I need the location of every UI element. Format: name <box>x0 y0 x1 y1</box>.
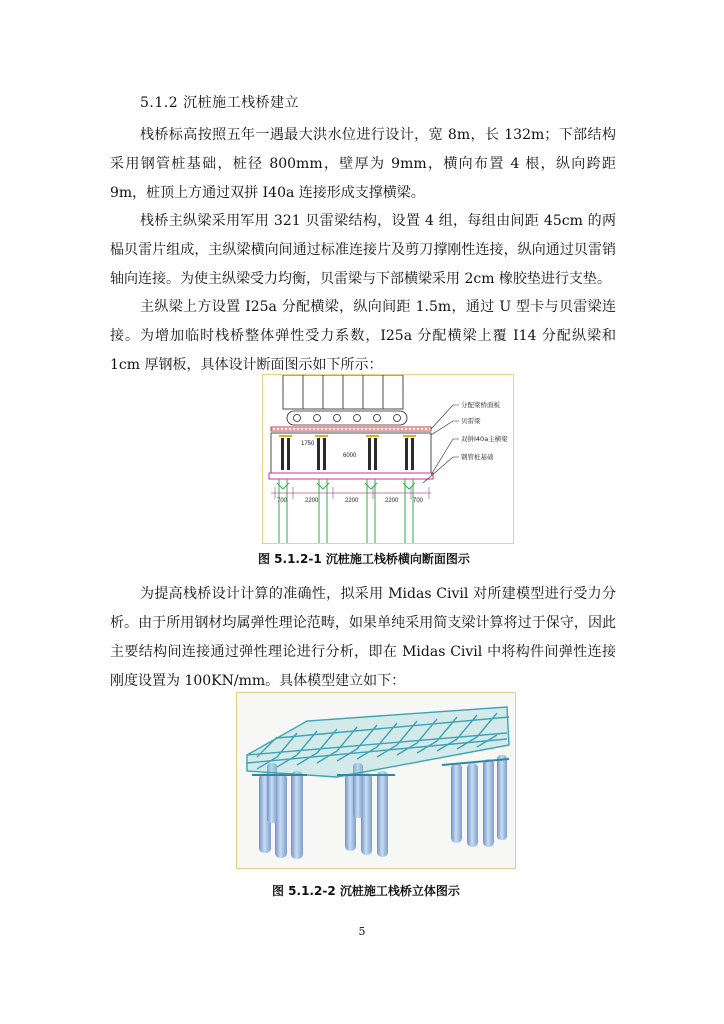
dim-bottom-5: 700 <box>413 498 424 504</box>
dim-top-1: 1750 <box>301 441 315 447</box>
main-cross-beam <box>269 473 433 479</box>
steel-piles <box>277 479 415 543</box>
legend-main-beam: 双拼I40a主横梁 <box>461 435 508 443</box>
paragraph-1: 栈桥标高按照五年一遇最大洪水位进行设计，宽 8m，长 132m；下部结构采用钢管桩基础，桩径 800mm，壁厚为 9mm，横向布置 4 根，纵向跨距 9m，桩顶上方通过双拼 I40a 连接形成支撑横梁。 <box>110 127 616 201</box>
dim-bottom-1: 700 <box>277 498 288 504</box>
dim-bottom-4: 2200 <box>385 498 399 504</box>
leader-lines <box>423 405 459 483</box>
cross-section-figure <box>262 374 514 544</box>
dim-bottom-3: 2200 <box>345 498 359 504</box>
paragraph-4: 为提高栈桥设计计算的准确性，拟采用 Midas Civil 对所建模型进行受力分析。由于所用钢材均属弹性理论范畴，如果单纯采用简支梁计算将过于保守，因此主要结构间连接通过弹性理论进行分析，即在 Midas Civil 中将构件间弹性连接刚度设置为 100KN/mm。具体模型建立如下： <box>110 586 616 689</box>
page-number: 5 <box>358 925 366 938</box>
paragraph-3: 主纵梁上方设置 I25a 分配横梁，纵向间距 1.5m，通过 U 型卡与贝雷梁连接。为增加临时栈桥整体弹性受力系数，I25a 分配横梁上覆 I14 分配纵梁和 1cm 厚钢板，具体设计断面图示如下所示： <box>110 299 616 373</box>
figure2-caption: 图 5.1.2-2 沉桩施工栈桥立体图示 <box>272 884 460 898</box>
section-heading: 5.1.2 沉桩施工栈桥建立 <box>140 95 300 111</box>
dim-bottom-2: 2200 <box>305 498 319 504</box>
cross-section-drawing <box>263 375 513 543</box>
figure1-caption: 图 5.1.2-1 沉桩施工栈桥横向断面图示 <box>258 552 470 566</box>
legend-pile: 钢管桩基础 <box>461 453 494 461</box>
deck-plate <box>271 427 431 431</box>
legend-bailey: 贝雷梁 <box>461 417 481 425</box>
bailey-beam-caps <box>279 435 416 437</box>
bridge-3d-figure <box>236 692 516 869</box>
bridge-3d-render <box>237 693 515 868</box>
paragraph-2: 栈桥主纵梁采用军用 321 贝雷梁结构，设置 4 组，每组由间距 45cm 的两榀贝雷片组成，主纵梁横向间通过标准连接片及剪刀撑刚性连接，纵向通过贝雷销轴向连接。为使主纵梁受力均衡，贝雷梁与下部横梁采用 2cm 橡胶垫进行支垫。 <box>110 213 616 287</box>
legend-deck: 分配梁桥面板 <box>461 401 500 409</box>
dim-top-2: 6000 <box>343 453 357 459</box>
crane-outline <box>283 375 407 425</box>
